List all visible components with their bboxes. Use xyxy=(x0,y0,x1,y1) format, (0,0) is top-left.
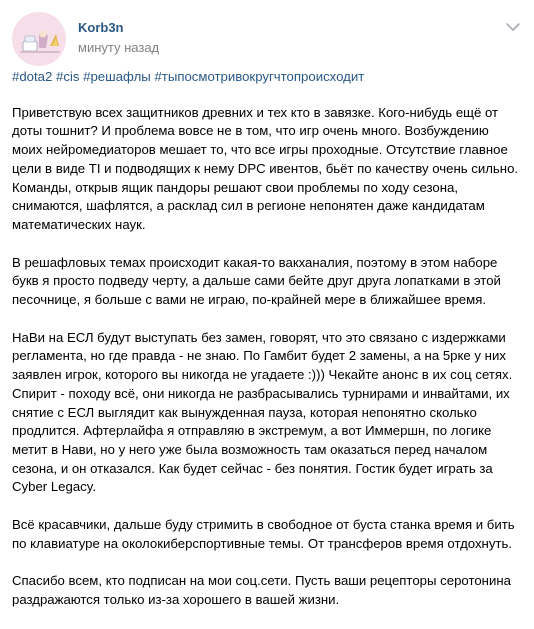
hashtag-link[interactable]: #dota2 xyxy=(12,69,53,84)
hashtag-link[interactable]: #решафлы xyxy=(83,69,151,84)
text-line: продлится. Афтерлайфа я отправляю в экстремум, а вот Иммершн, по логике xyxy=(12,423,492,439)
text-line: НаВи на ЕСЛ будут выступать без замен, говорят, что это связано с издержками xyxy=(12,329,506,345)
text-line: Спасибо всем, кто подписан на мои соц.сети. Пусть ваши рецепторы серотонина xyxy=(12,573,511,589)
hashtag-list xyxy=(12,68,522,87)
post-text xyxy=(12,68,522,629)
post-paragraph xyxy=(12,572,522,609)
author-avatar[interactable] xyxy=(12,12,66,66)
text-line: цели в виде TI и подводящих к нему DPC ивентов, бьёт по качеству очень сильно. xyxy=(12,160,519,176)
post-paragraph xyxy=(12,329,522,497)
hashtag-link[interactable]: #тыпосмотривокругчтопроисходит xyxy=(154,69,365,84)
text-line: регламента, но где правда - не знаю. По Гамбит будет 2 замены, а на 5рке у них xyxy=(12,348,506,364)
avatar-illustration-icon xyxy=(12,12,66,66)
text-line: Приветствую всех защитников древних и тех кто в завязке. Кого-нибудь ещё от xyxy=(12,104,499,120)
text-line: Cyber Legacy. xyxy=(12,479,97,495)
text-line: В решафловых темах происходит какая-то вакханалия, поэтому в этом наборе xyxy=(12,254,498,270)
post-paragraph xyxy=(12,516,522,553)
post-header xyxy=(12,12,522,60)
text-line: Команды, открыв ящик пандоры решают свои проблемы по ходу сезона, xyxy=(12,179,459,195)
author-name[interactable]: Korb3n xyxy=(78,20,124,35)
text-line: математических наук. xyxy=(12,216,146,232)
text-line: Спирит - походу всё, они никогда не разбрасывались турнирами и инвайтами, их xyxy=(12,385,510,401)
text-line: доты тошнит? И проблема вовсе не в том, что игр очень много. Возбуждению xyxy=(12,123,489,139)
text-line: букв я просто подведу черту, а дальше сами бейте друг друга лопатками в этой xyxy=(12,273,501,289)
text-line: снимаются, шафлятся, а расклад сил в регионе непонятен даже кандидатам xyxy=(12,198,485,214)
text-line: заявлен игрок, которого вы никогда не угадаете :))) Чекайте анонс в их соц сетях. xyxy=(12,367,513,383)
text-line: сезона, и он отказался. Как будет сейчас - без понятия. Гостик будет играть за xyxy=(12,460,493,476)
post-paragraph xyxy=(12,254,522,310)
text-line: по клавиатуре на околокиберспортивные темы. От трансферов время отдохнуть. xyxy=(12,535,513,551)
text-line: песочнице, я больше с вами не играю, по-крайней мере в ближайшее время. xyxy=(12,292,487,308)
text-line: метит в Нави, но у него уже была возможность там оказаться перед началом xyxy=(12,441,488,457)
post-paragraph xyxy=(12,104,522,235)
post-time[interactable]: минуту назад xyxy=(78,40,160,55)
chevron-down-icon[interactable] xyxy=(504,20,522,34)
text-line: раздражаются только из-за хорошего в вашей жизни. xyxy=(12,592,340,608)
text-line: Всё красавчики, дальше буду стримить в свободное от буста станка время и бить xyxy=(12,517,515,533)
hashtag-link[interactable]: #cis xyxy=(56,69,80,84)
text-line: моих нейромедиаторов мешает то, что все игры проходные. Отсутствие главное xyxy=(12,142,508,158)
text-line: снятие с ЕСЛ выглядит как вынужденная пауза, которая непонятно сколько xyxy=(12,404,477,420)
